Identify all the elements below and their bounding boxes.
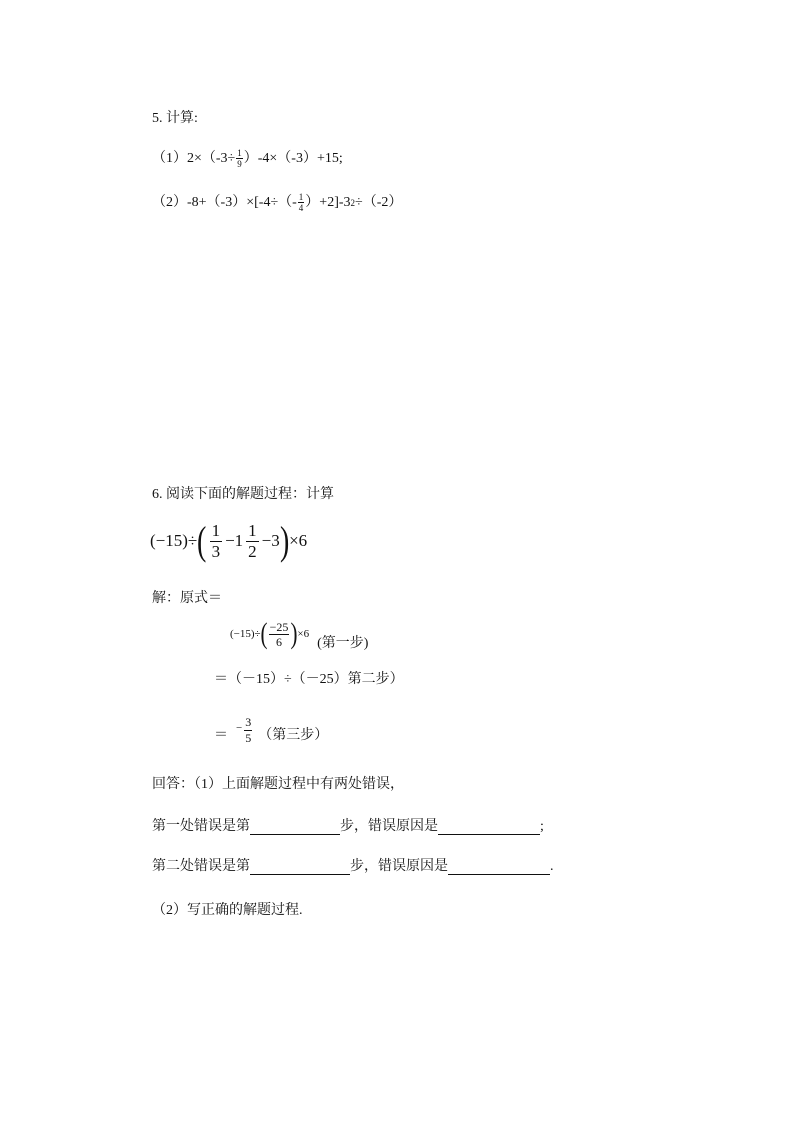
q6-expr-left-paren: (: [197, 518, 207, 563]
q5-part1-frac-den: 9: [237, 159, 242, 169]
q6-expr-fraction-1: [210, 521, 223, 562]
q6-expr-f1-den: 3: [211, 541, 221, 561]
q6-step2: ＝（－15）÷（－25）第二步）: [214, 672, 404, 687]
q6-line1-text-a: 第一处错误是第: [152, 819, 250, 834]
q6-expr-f2-den: 2: [248, 541, 257, 561]
q6-step1-note: (第一步): [317, 636, 369, 651]
q6-line2-text-c: .: [550, 859, 554, 874]
q6-error-line-1: [152, 818, 544, 836]
q6-expr-mixed-whole: −1: [225, 531, 244, 550]
q6-expr-f1-num: 1: [211, 520, 221, 540]
q6-expr-right-paren: ): [279, 518, 290, 563]
q5-title: 5. 计算:: [152, 111, 198, 126]
q6-step3-sign: −: [236, 722, 243, 734]
q6-expr-lead: (−15)÷: [150, 531, 198, 550]
q6-error-line-2: [152, 858, 554, 876]
q6-expr-tail-outer: ×6: [289, 531, 308, 550]
q6-step3-frac-num: 3: [245, 714, 252, 729]
q6-solution-label: 解：原式＝: [152, 591, 222, 606]
q5-part1-lead: （1）2×（-3÷: [152, 150, 236, 166]
q6-step1-frac-den: 6: [275, 634, 282, 649]
q6-step1: [230, 616, 368, 652]
q6-line1-reason-blank[interactable]: [438, 820, 540, 835]
q6-step3-frac-den: 5: [245, 730, 252, 745]
q6-line2-step-blank[interactable]: [250, 860, 350, 875]
q5-part1-tail: ）-4×（-3）+15;: [243, 150, 343, 166]
q6-expr-fraction-2: [246, 521, 259, 562]
q6-step3: [214, 710, 328, 750]
q5-part2-tail: ÷（-2）: [355, 194, 403, 210]
q5-part1-frac-num: 1: [237, 148, 242, 158]
q6-step1-right-paren: ): [290, 617, 298, 650]
q6-line1-text-c: ;: [540, 819, 544, 834]
q6-expression: [150, 518, 307, 564]
q5-part2-fraction: [298, 192, 305, 213]
q6-step1-lead: (−15)÷: [230, 628, 261, 640]
q6-step1-left-paren: (: [260, 617, 268, 650]
q5-part2-lead: （2）-8+（-3）×[-4÷（-: [152, 194, 297, 210]
q5-part1-fraction: [236, 148, 243, 169]
q5-part2-mid: ）+2]-3: [305, 194, 351, 210]
q6-step3-fraction: [244, 715, 252, 746]
q6-expr-f2-num: 1: [248, 520, 257, 540]
q6-step3-note: （第三步）: [258, 728, 329, 743]
q6-line2-text-a: 第二处错误是第: [152, 859, 250, 874]
q5-part1: [152, 148, 343, 169]
q6-step1-fraction: [269, 620, 290, 649]
q6-line2-text-b: 步，错误原因是: [350, 859, 448, 874]
q5-part2: （2）-8+（-3）×[-4÷（- $\frac{1}{4}$ ）+2]-3 2 ÷（-2）: [152, 192, 403, 213]
q6-line1-text-b: 步，错误原因是: [340, 819, 438, 834]
q6-step3-eq: ＝: [214, 728, 228, 743]
q6-expr-tail-inner: −3: [261, 531, 280, 550]
q6-line2-reason-blank[interactable]: [448, 860, 550, 875]
q6-title: 6. 阅读下面的解题过程：计算: [152, 487, 334, 502]
q5-part2-frac-den: 4: [298, 203, 304, 213]
q6-line1-step-blank[interactable]: [250, 820, 340, 835]
q6-step1-frac-num: −25: [269, 619, 289, 634]
q6-part2: （2）写正确的解题过程.: [152, 903, 303, 918]
q6-answer-intro: 回答：（1）上面解题过程中有两处错误，: [152, 777, 404, 792]
q6-step1-tail: ×6: [297, 628, 310, 640]
q5-part2-frac-num: 1: [298, 192, 304, 202]
